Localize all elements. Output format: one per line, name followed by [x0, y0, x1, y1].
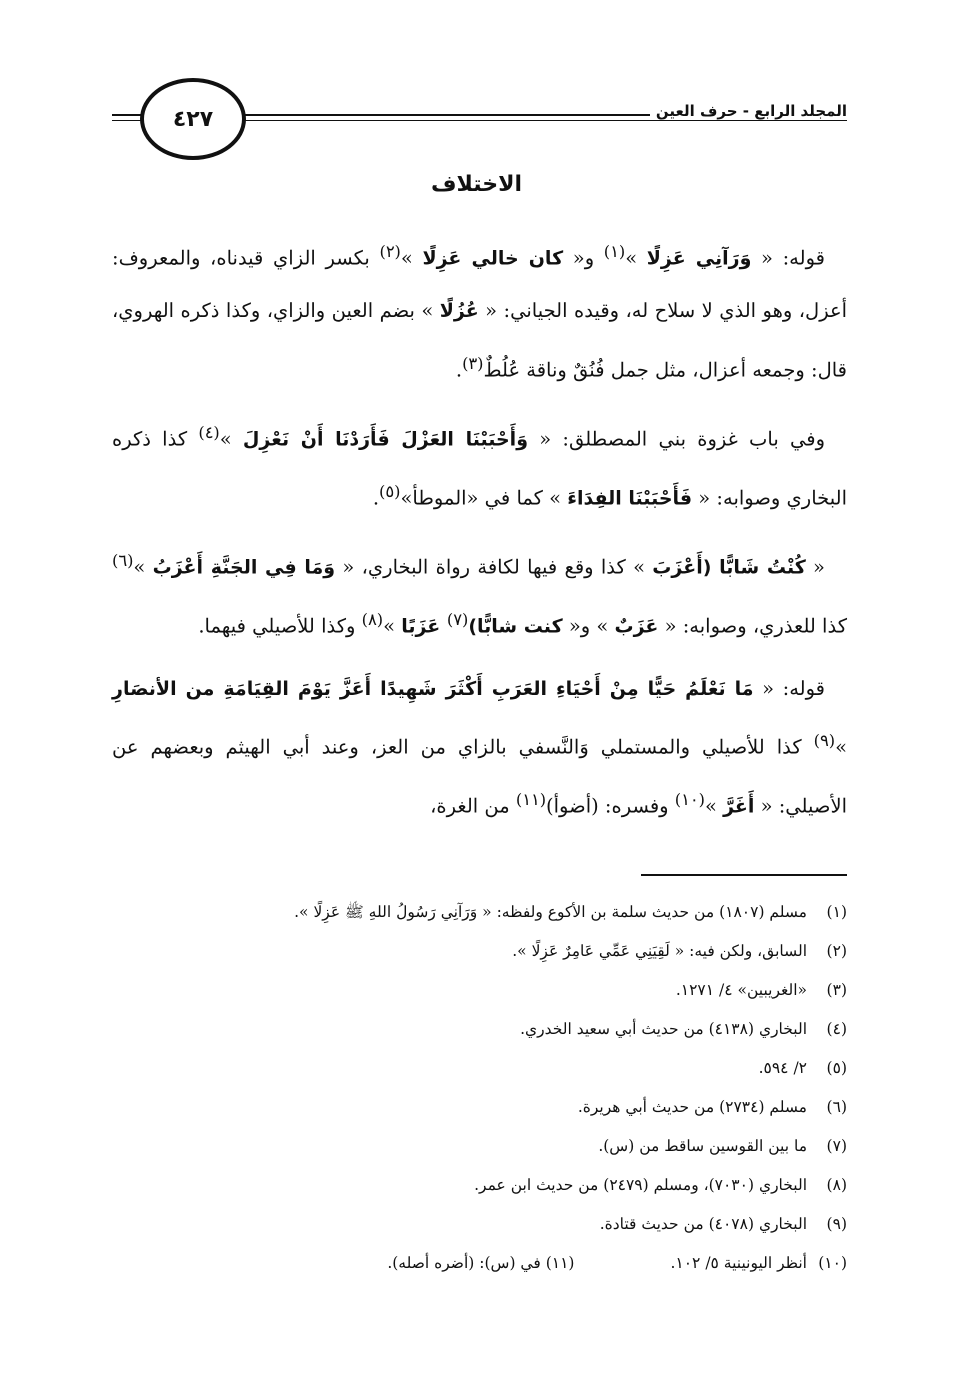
footnote-number: (٣): [826, 981, 847, 999]
footnote-number: (٦): [826, 1098, 847, 1116]
paragraph-1: قوله: « وَرَآنِي عَزِلًا »$^{(١)}$ و« كان خالي عَزِلًا »$^{(٢)}$ بكسر الزاي قيدناه، والمعروف: أعزل، وهو الذي لا سلاح له، وقيده الجياني: « عُزُلًا » بضم العين والزاي، وكذا ذكره الهروي، قال: وجمعه أعزال، مثل جمل فُنُقٌ وناقة عُلُطٌ$^{(٣)}$.: [112, 242, 848, 381]
footnote-text: السابق، ولكن فيه: « لَقِيَنِي عَمِّي عَامِرٌ عَزِلًا ».: [512, 942, 807, 960]
footnote-text: البخاري (٤١٣٨) من حديث أبي سعيد الخدري.: [520, 1020, 807, 1038]
footnote-number: (١٠): [818, 1254, 847, 1272]
footnote: [112, 1010, 847, 1049]
footnote-text: مسلم (١٨٠٧) من حديث سلمة بن الأكوع ولفظه: « وَرَآنِي رَسُولُ اللهِ ﷺ عَزِلًا ».: [294, 903, 807, 921]
footnote-number: (٢): [826, 942, 847, 960]
footnote-number: (٥): [826, 1059, 847, 1077]
footnotes: [112, 893, 847, 1283]
footnote: [112, 1049, 847, 1088]
footnote: [112, 1088, 847, 1127]
main-text: [112, 226, 847, 843]
footnote-number: (٩): [826, 1215, 847, 1233]
footnote-number: (٨): [826, 1176, 847, 1194]
footnote-number: (١): [826, 903, 847, 921]
page-header: [112, 78, 847, 162]
paragraph-4: قوله: « مَا نَعْلَمُ حَيًّا مِنْ أَحْيَاءِ العَرَبِ أَكْثَرَ شَهِيدًا أَعَزَّ يَوْمَ القِيَامَةِ من الأنصَارِ »$^{(٩)}$ كذا للأصيلي والمستملي وَالنَّسفي بالزاي من العز، وعند أبي الهيثم وبعضهم عن الأصيلي: « أَغَرَّ »$^{(١٠)}$ وفسره: (أضوأ)$^{(١١)}$ من الغرة،: [112, 676, 847, 818]
footnote: [112, 971, 847, 1010]
footnote: [112, 1166, 847, 1205]
footnote-separator: [641, 874, 847, 876]
footnote: [112, 932, 847, 971]
footnote-number: (٤): [826, 1020, 847, 1038]
footnote-text: البخاري (٤٠٧٨) من حديث قتادة.: [599, 1215, 807, 1233]
footnote: [112, 1205, 847, 1244]
footnote: [112, 1244, 847, 1283]
header-rule-bottom: [228, 120, 847, 121]
footnote-text: مسلم (٢٧٣٤) من حديث أبي هريرة.: [577, 1098, 807, 1116]
footnote-text: البخاري (٧٠٣٠)، ومسلم (٢٤٧٩) من حديث ابن عمر.: [474, 1176, 807, 1194]
footnote-text: ما بين القوسين ساقط من (س).: [598, 1137, 807, 1155]
footnote-number: (١١): [545, 1254, 575, 1272]
footnote-text: أنظر اليونينية ٥/ ١٠٢.: [670, 1254, 807, 1272]
footnote-text: في (س): (أضره أصله).: [387, 1254, 541, 1272]
footnote-number: (٧): [826, 1137, 847, 1155]
footnote-text: ٢/ ٥٩٤.: [758, 1059, 807, 1077]
paragraph-3: « كُنْتُ شَابًّا (أَعْزَبَ » كذا وقع فيها لكافة رواة البخاري، « وَمَا فِي الجَنَّةِ أَعْزَبُ »$^{(٦)}$ كذا للعذري، وصوابه: « عَزَبٌ » و« كنت شابًّا)$^{(٧)}$ عَزَبًا »$^{(٨)}$ وكذا للأصيلي فيهما.: [112, 550, 847, 637]
footnote: [112, 893, 847, 932]
footnote: [112, 1127, 847, 1166]
page-number: ٤٢٧: [172, 106, 214, 132]
running-title: المجلد الرابع - حرف العين: [650, 102, 847, 120]
footnote-text: «الغريبين» ٤/ ١٢٧١.: [675, 981, 807, 999]
paragraph-2: وفي باب غزوة بني المصطلق: « وَأَحْبَبْنَا العَزْلَ فَأَرَدْنَا أَنْ نَعْزِلَ »$^{(٤)}$ كذا ذكره البخاري وصوابه: « فَأَحْبَبْنَا الفِدَاءَ » كما في «الموطأ»$^{(٥)}$.: [112, 422, 847, 509]
section-title: الاختلاف: [430, 172, 523, 197]
page-number-badge: [140, 78, 246, 160]
